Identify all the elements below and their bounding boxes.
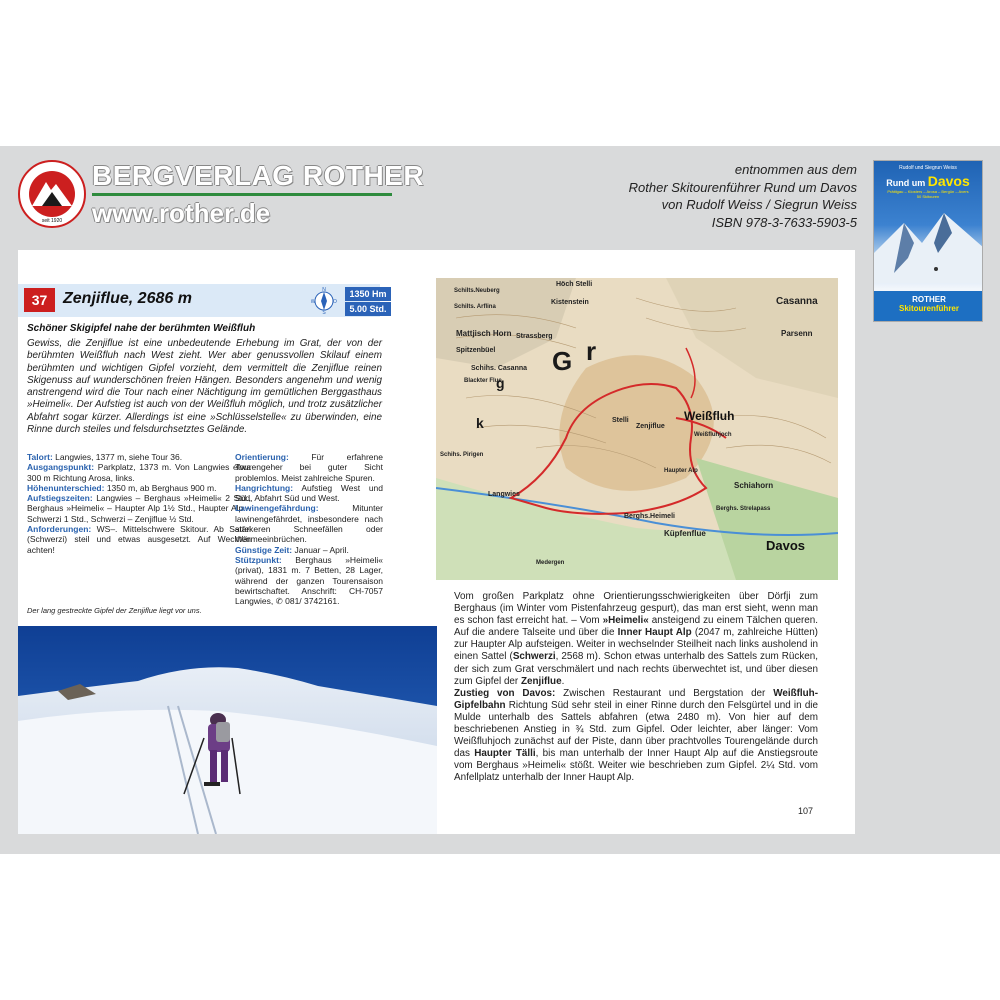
source-line-1: entnommen aus dem [734, 162, 857, 177]
map-label: Parsenn [781, 329, 813, 338]
info-item: Hangrichtung: Aufstieg West und Süd, Abfahrt Süd und West. [235, 482, 383, 504]
cover-subtitle: Prättigau – Klosters – Arosa – Bergün – Avers [887, 189, 969, 194]
map-label: Küpfenflue [664, 529, 706, 538]
info-column-right [235, 452, 383, 606]
map-label: Blackter Flue [464, 378, 502, 384]
map-label: Haupter Alp [664, 468, 698, 474]
tour-intro: Gewiss, die Zenjiflue ist eine unbedeutende Erhebung im Grat, der von der berühmten Weißfluh nach West zieht. Wer aber genussvollen Skilauf einem berühmten und wichtigen Gipfel vorzieht, dem vermittelt die Zenjiflue reinen Skigenuss auf wunderschönen freien Hängen. Besonders angenehm und wenig anstrengend wird die Tour nach einer Nächtigung im gemütlichen Berggasthaus »Heimeli«. Der Aufstieg ist auch von der Weißfluh möglich, und trotz zusätzlicher Abfahrt sogar kürzer. Allerdings ist eine »Schlüsselstelle« zu überwinden, eine Rinne durch steiles und felsdurchsetztes Gelände. [27, 338, 382, 436]
map-label: Berghs. Strelapass [716, 506, 771, 512]
map-label: Kistenstein [551, 299, 589, 306]
info-column-left [27, 452, 251, 555]
brand-rule [92, 193, 392, 196]
rother-logo [18, 160, 86, 228]
cover-count: 50 Skitouren [916, 194, 940, 199]
page-number: 107 [798, 806, 814, 816]
map-label: Weißfluh [684, 409, 735, 423]
source-credit [629, 161, 857, 231]
brand-url[interactable]: www.rother.de [92, 198, 271, 228]
svg-text:g: g [496, 375, 505, 391]
stat-height: 1350 Hm [345, 287, 391, 301]
cover-title-main: Davos [927, 173, 970, 189]
book-page [18, 250, 855, 834]
cover-title [874, 173, 982, 189]
photo-caption: Der lang gestreckte Gipfel der Zenjiflue liegt vor uns. [27, 606, 202, 615]
svg-text:k: k [476, 415, 484, 431]
info-item: Orientierung: Für erfahrene Tourengeher bei guter Sicht problemlos. Meist zahlreiche Spuren. [235, 452, 383, 483]
info-item: Stützpunkt: Berghaus »Heimeli« (privat), 1831 m. 7 Betten, 28 Lager, während der ganzen Tourensaison bewirtschaftet. Anschrift: CH-7057 Langwies, ✆ 081/ 3742161. [235, 554, 383, 607]
cover-publisher: ROTHER [912, 295, 946, 304]
info-item: Anforderungen: WS–. Mittelschwere Skitour. Ab Sattel (Schwerzi) steil und etwas ausgesetzt. Auf Wechten achten! [27, 524, 251, 555]
compass-s: S [322, 310, 326, 314]
map-label: Schiahorn [734, 481, 774, 490]
map-label: Langwies [488, 491, 520, 498]
compass-o: O [333, 299, 337, 305]
tour-number: 37 [24, 288, 55, 312]
source-line-4: ISBN 978-3-7633-5903-5 [711, 214, 857, 230]
source-line-3: von Rudolf Weiss / Siegrun Weiss [661, 197, 857, 212]
info-item: Ausgangspunkt: Parkplatz, 1373 m. Von Langwies etwa 300 m Richtung Arosa, links. [27, 462, 251, 483]
map-label: Zenjiflue [636, 423, 665, 430]
map-label: Davos [766, 538, 806, 553]
map-label: Weißfluhjoch [694, 432, 732, 438]
map-label: Schihs. Pirigen [440, 452, 484, 458]
info-item: Günstige Zeit: Januar – April. [235, 544, 349, 555]
ski-tour-photo [18, 626, 437, 834]
cover-series: Skitourenführer [898, 304, 959, 313]
tour-header [18, 284, 387, 317]
map-label: Stelli [612, 417, 629, 424]
svg-text:r: r [586, 336, 597, 366]
map-label: Schilts.Neuberg [454, 288, 500, 294]
tour-subtitle: Schöner Skigipfel nahe der berühmten Weißfluh [27, 323, 256, 334]
map-label: Spitzenbüel [456, 347, 496, 354]
map-label: Strassberg [516, 333, 553, 340]
map-label: Höch Stelli [556, 281, 593, 288]
map-label: Berghs.Heimeli [624, 513, 675, 520]
info-item: Höhenunterschied: 1350 m, ab Berghaus 900 m. [27, 482, 217, 493]
source-line-2: Rother Skitourenführer Rund um Davos [628, 179, 857, 195]
map-label: Schilts. Arflina [454, 304, 496, 310]
brand-name: BERGVERLAG ROTHER [92, 160, 425, 191]
svg-text:G: G [552, 346, 573, 376]
compass-n: N [322, 287, 326, 293]
map-label: Mattjisch Horn [456, 329, 512, 338]
tour-title: Zenjiflue, 2686 m [63, 290, 192, 307]
compass-icon [311, 286, 337, 314]
info-item: Lawinengefährdung: Mitunter lawinengefährdet, insbesondere nach stärkeren Schneefällen oder Wärmeeinbrüchen. [235, 503, 383, 545]
stat-time: 5.00 Std. [345, 302, 391, 316]
logo-year: seit 1920 [41, 218, 63, 224]
map-label: Casanna [776, 296, 818, 307]
tour-description: Vom großen Parkplatz ohne Orientierungsschwierigkeiten über Dörfji zum Berghaus (im Winter vom Pistenfahrzeug gespurt), das man erst sieht, wenn man es schon fast erreicht hat. – Vom »Heimeli« ansteigend zu einem Tälchen queren. Auf die andere Talseite und über die Inner Haupt Alp (2047 m, zahlreiche Hütten) zur Haupter Alp aufsteigen. Weiter in wechselnder Steilheit nach links ausholend in einen Sattel (Schwerzi, 2568 m). Schon etwas unterhalb des Sattels zum Rücken, der sich zum Grat verschmälert und nach rechts überwechtet ist, und über diesen zum Gipfel der Zenjiflue. Zustieg von Davos: Zwischen Restaurant und Bergstation der Weißfluh-Gipfelbahn Richtung Süd sehr steil in einer Rinne durch den Felsgürtel und in die Mulde unterhalb des Sattels abfahren (etwa 2480 m). Von hier auf dem beschriebenen Anstieg in ¾ Std. zum Gipfel. Oder leichter, aber länger: Vom Weißfluhjoch zunächst auf der Piste, dann über prachtvolles Tourengelände durch das Haupter Tälli, bis man unterhalb der Inner Haupt Alp auf die Anstiegsroute vom Berghaus »Heimeli« stößt. Weiter wie beschrieben zum Gipfel. 2¼ Std. vom Anfellplatz unterhalb der Inner Haupt Alp. [454, 591, 819, 784]
map-label: Schihs. Casanna [471, 365, 528, 372]
info-item: Aufstiegszeiten: Langwies – Berghaus »Heimeli« 2 Std., Berghaus »Heimeli« – Haupter Alp 1½ Std., Haupter Alp – Schwerzi 1 Std., Schwerzi – Zenjiflue ½ Std. [27, 493, 251, 524]
book-cover[interactable] [873, 160, 983, 322]
compass-w: W [311, 299, 316, 305]
map-label: Medergen [536, 560, 565, 566]
route-map[interactable] [436, 278, 838, 580]
cover-mountain-image [874, 213, 983, 283]
cover-authors: Rudolf und Siegrun Weiss [899, 165, 957, 171]
cover-publisher-band [874, 291, 983, 321]
cover-title-prefix: Rund um [886, 178, 926, 188]
info-item: Talort: Langwies, 1377 m, siehe Tour 36. [27, 452, 183, 462]
